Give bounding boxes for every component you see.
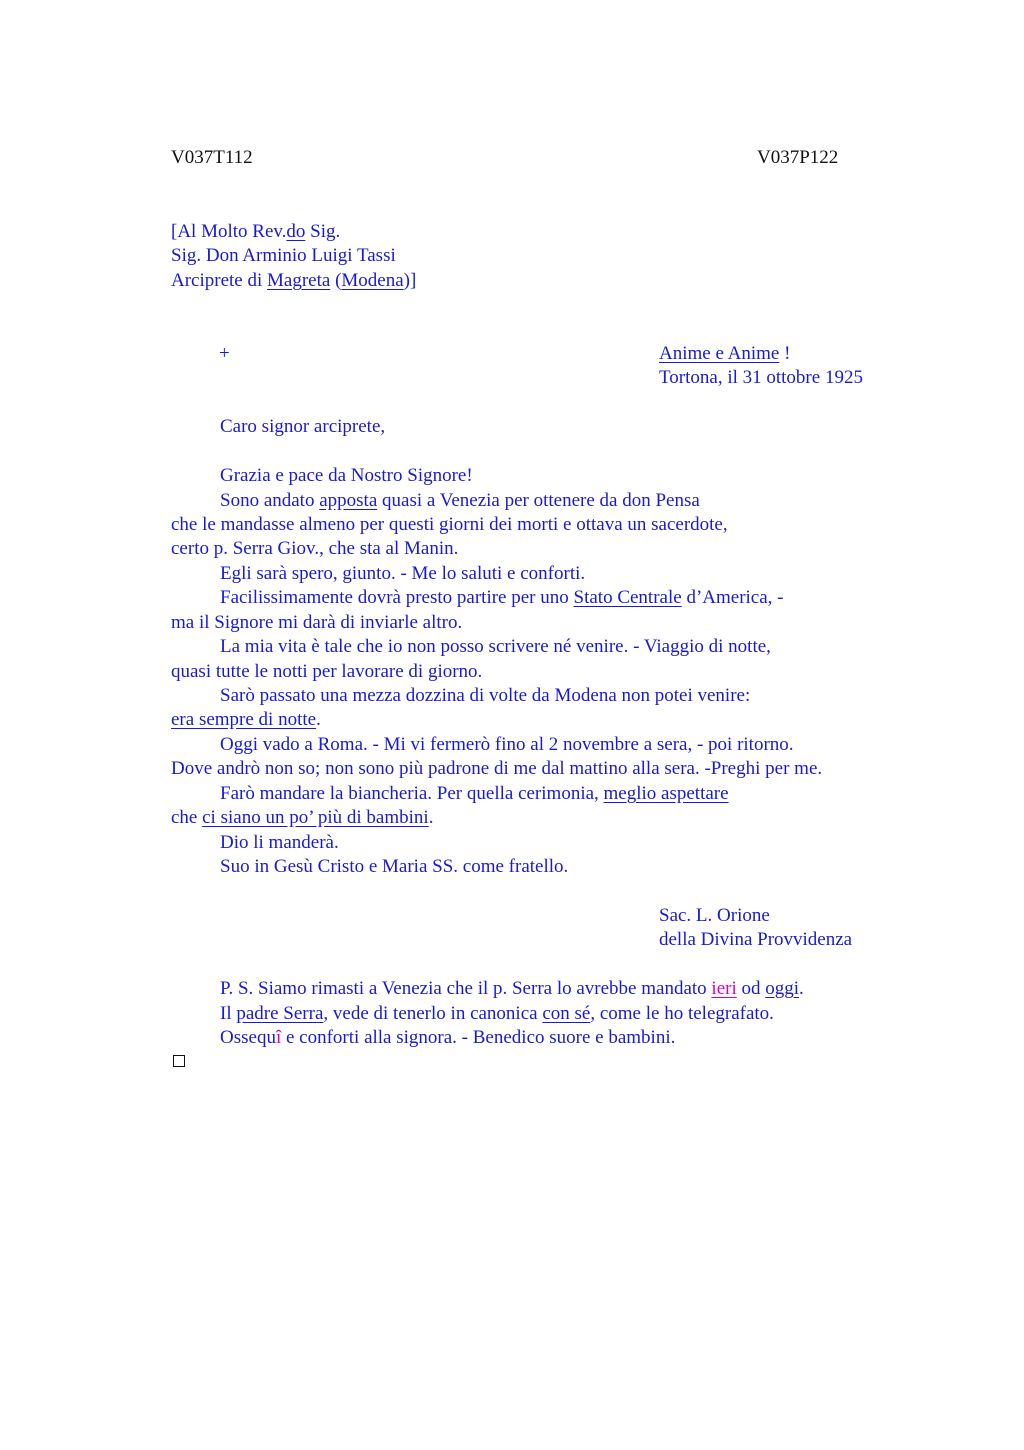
body-line: quasi tutte le notti per lavorare di giorno.	[171, 661, 483, 682]
postscript-line: P. S. Siamo rimasti a Venezia che il p. Serra lo avrebbe mandato ieri od oggi.	[220, 978, 804, 999]
salutation: Caro signor arciprete,	[220, 416, 386, 437]
address-line-1: [Al Molto Rev.do Sig.	[171, 221, 341, 242]
address-line-3: Arciprete di Magreta (Modena)]	[171, 270, 417, 291]
body-line: che ci siano un po’ più di bambini.	[171, 807, 434, 828]
cross-symbol: +	[219, 343, 230, 364]
body-line: Sono andato apposta quasi a Venezia per ottenere da don Pensa	[220, 490, 700, 511]
body-line: Oggi vado a Roma. - Mi vi fermerò fino al 2 novembre a sera, - poi ritorno.	[220, 734, 794, 755]
body-line: ma il Signore mi darà di inviarle altro.	[171, 612, 463, 633]
signature-name: Sac. L. Orione	[659, 905, 770, 926]
motto: Anime e Anime !	[659, 343, 791, 364]
body-line: La mia vita è tale che io non posso scrivere né venire. - Viaggio di notte,	[220, 636, 771, 657]
body-line: che le mandasse almeno per questi giorni dei morti e ottava un sacerdote,	[171, 514, 728, 535]
body-line: Grazia e pace da Nostro Signore!	[220, 465, 473, 486]
body-line: Facilissimamente dovrà presto partire per uno Stato Centrale d’America, -	[220, 587, 784, 608]
body-line: Dove andrò non so; non sono più padrone di me dal mattino alla sera. -Preghi per me.	[171, 758, 823, 779]
address-line-2: Sig. Don Arminio Luigi Tassi	[171, 245, 396, 266]
postscript-line: Ossequî e conforti alla signora. - Benedico suore e bambini.	[220, 1027, 676, 1048]
place-date: Tortona, il 31 ottobre 1925	[659, 367, 863, 388]
document-code-right: V037P122	[757, 147, 839, 168]
body-line: Dio li manderà.	[220, 832, 339, 853]
document-code-left: V037T112	[171, 147, 253, 168]
body-line: Egli sarà spero, giunto. - Me lo saluti e conforti.	[220, 563, 586, 584]
signature-title: della Divina Provvidenza	[659, 929, 853, 950]
body-line: Sarò passato una mezza dozzina di volte da Modena non potei venire:	[220, 685, 751, 706]
body-line: certo p. Serra Giov., che sta al Manin.	[171, 538, 459, 559]
body-line: Farò mandare la biancheria. Per quella cerimonia, meglio aspettare	[220, 783, 729, 804]
postscript-line: Il padre Serra, vede di tenerlo in canonica con sé, come le ho telegrafato.	[220, 1003, 774, 1024]
body-line: era sempre di notte.	[171, 709, 321, 730]
body-line: Suo in Gesù Cristo e Maria SS. come fratello.	[220, 856, 569, 877]
end-marker-square-icon	[173, 1055, 185, 1067]
